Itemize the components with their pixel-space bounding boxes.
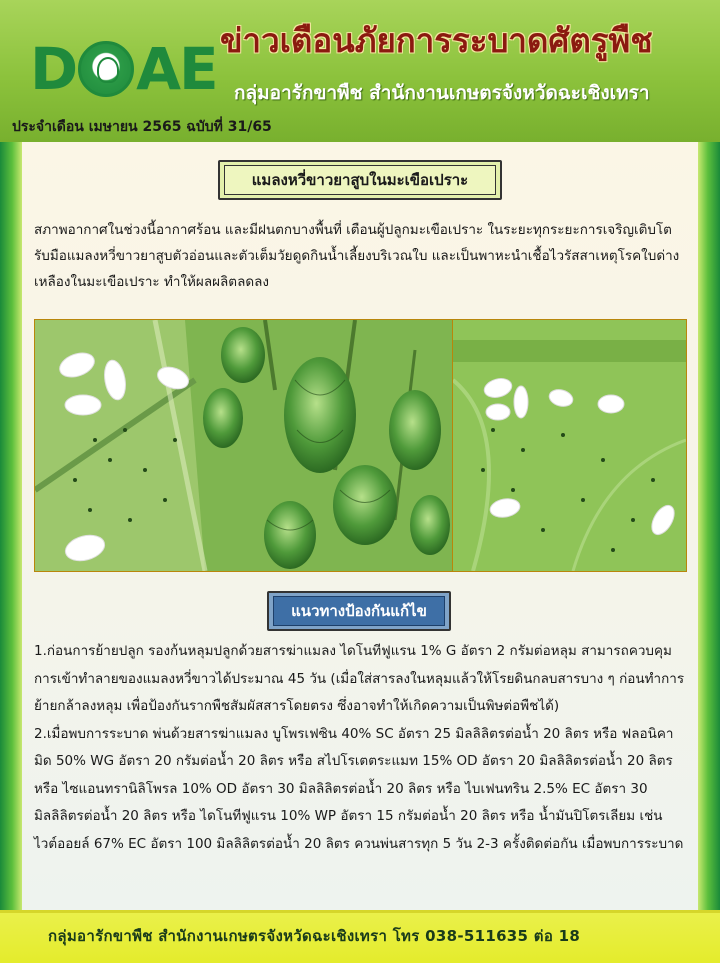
header-banner [0, 0, 720, 142]
left-green-border [0, 142, 22, 910]
section-control-title: แนวทางป้องกันแก้ไข [273, 596, 445, 626]
control-measures [34, 638, 688, 858]
intro-paragraph [34, 217, 688, 295]
whitefly-leaf-illustration [453, 320, 686, 571]
control-item-2: 2.เมื่อพบการระบาด พ่นด้วยสารฆ่าแมลง บูโพรเฟซิน 40% SC อัตรา 25 มิลลิลิตรต่อน้ำ 20 ลิตร หรือ ฟลอนิคามิด 50% WG อัตรา 20 กรัมต่อน้ำ 20 ลิตร หรือ สไปโรเตตระแมท 15% OD อัตรา 20 มิลลิลิตรต่อน้ำ 20 ลิตร หรือ ไซแอนทรานิลิโพรล 10% OD อัตรา 30 มิลลิลิตรต่อน้ำ 20 ลิตร หรือ ไบเฟนทริน 2.5% EC อัตรา 30 มิลลิลิตรต่อน้ำ 20 ลิตร หรือ ไดโนทีฟูแรน 10% WP อัตรา 15 กรัมต่อน้ำ 20 ลิตร หรือ น้ำมันปิโตรเลียม เช่น ไวต์ออยล์ 67% EC อัตรา 100 มิลลิลิตรต่อน้ำ 20 ลิตร ควนพ่นสารทุก 5 วัน 2-3 ครั้งติดต่อกัน เมื่อพบการระบาด [34, 725, 684, 852]
page-title: ข่าวเตือนภัยการระบาดศัตรูพืช [220, 21, 653, 60]
page-subtitle: กลุ่มอารักขาพืช สำนักงานเกษตรจังหวัดฉะเชิงเทรา [234, 82, 650, 104]
section-control-label [267, 591, 451, 631]
doae-emblem-icon [78, 41, 134, 97]
logo-letter-d: D [30, 35, 77, 103]
section-pest-title: แมลงหวี่ขาวยาสูบในมะเขือเปราะ [224, 165, 496, 195]
control-item-1: 1.ก่อนการย้ายปลูก รองก้นหลุมปลูกด้วยสารฆ่าแมลง ไดโนทีฟูแรน 1% G อัตรา 2 กรัมต่อหลุม สามารถควบคุมการเข้าทำลายของแมลงหวี่ขาวได้ประมาณ 45 วัน (เมื่อใส่สารลงในหลุมแล้วให้โรยดินกลบสารบาง ๆ ก่อนทำการย้ายกล้าลงหลุม เพื่อป้องกันรากพืชสัมผัสสารโดยตรง ซึ่งอาจทำให้เกิดความเป็นพิษต่อพืชได้) [34, 643, 685, 714]
section-pest-label [218, 160, 502, 200]
whitefly-eggplant-illustration [35, 320, 453, 571]
right-green-border [698, 142, 720, 910]
whitefly-leaf-photo [452, 319, 687, 572]
logo-letters-ae: AE [136, 35, 217, 103]
whitefly-eggplant-photo [34, 319, 454, 572]
issue-info: ประจำเดือน เมษายน 2565 ฉบับที่ 31/65 [12, 119, 272, 135]
doae-logo [30, 36, 220, 102]
footer-bar [0, 910, 720, 963]
footer-contact: กลุ่มอารักขาพืช สำนักงานเกษตรจังหวัดฉะเชิงเทรา โทร 038-511635 ต่อ 18 [48, 927, 581, 945]
intro-text: สภาพอากาศในช่วงนี้อากาศร้อน และมีฝนตกบางพื้นที่ เตือนผู้ปลูกมะเขือเปราะ ในระยะทุกระยะการเจริญเติบโต รับมือแมลงหวี่ขาวยาสูบตัวอ่อนและตัวเต็มวัยดูดกินน้ำเลี้ยงบริเวณใบ และเป็นพาหะนำเชื้อไวรัสสาเหตุโรคใบด่างเหลืองในมะเขือเปราะ ทำให้ผลผลิตลดลง [34, 222, 680, 290]
